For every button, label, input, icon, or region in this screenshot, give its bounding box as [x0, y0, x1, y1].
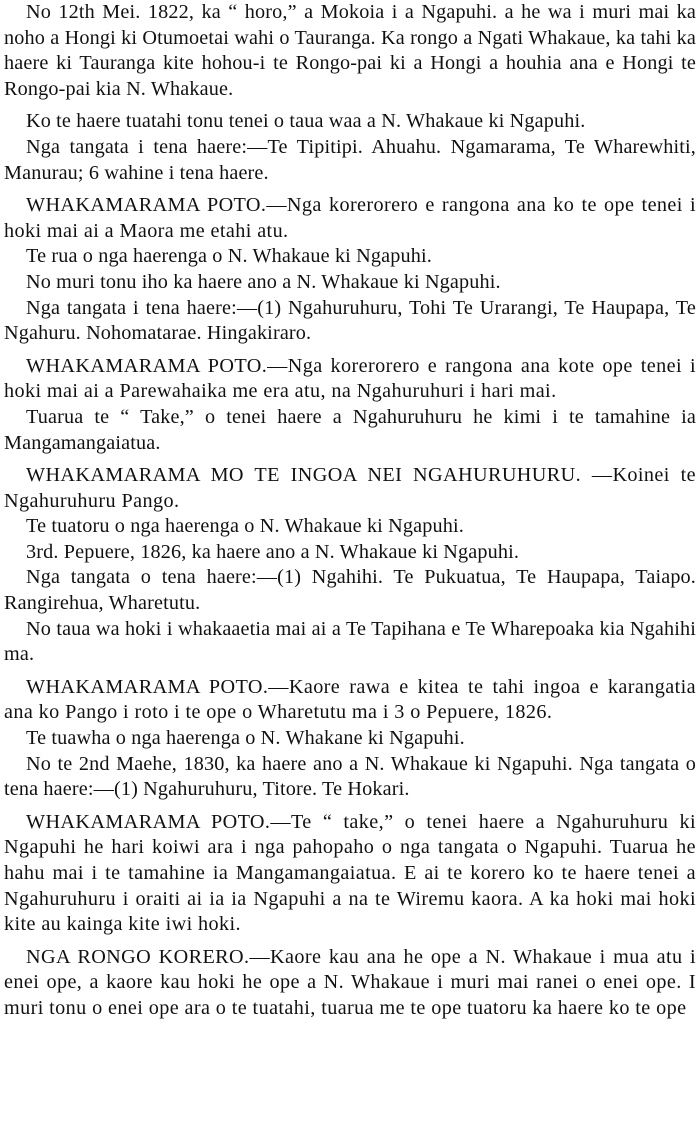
paragraph-whakamarama-poto-3: WHAKAMARAMA POTO.—Kaore rawa e kitea te tahi ingoa e karangatia ana ko Pango i roto i te ope o Wharetutu ma i 3 o Pepuere, 1826.: [4, 675, 696, 724]
paragraph-second-journey: Te rua o nga haerenga o N. Whakaue ki Ngapuhi.: [26, 245, 432, 268]
paragraph-second-journey-people: Nga tangata i tena haere:—(1) Ngahuruhuru, Tohi Te Urarangi, Te Haupapa, Te Ngahuru. Nohomatarae. Hingakiraro.: [4, 296, 696, 345]
paragraph-nga-rongo-korero: NGA RONGO KORERO.—Kaore kau ana he ope a N. Whakaue i mua atu i enei ope, a kaore kau hoki he ope a N. Whakaue i muri mai ranei o enei ope. I muri tonu o enei ope ara o te tuatahi, tuarua me te ope tuatoru ka haere ko te ope: [4, 945, 696, 1019]
paragraph-whakamarama-ingoa: WHAKAMARAMA MO TE INGOA NEI NGAHURUHURU. —Koinei te Ngahuruhuru Pango.: [4, 464, 696, 512]
paragraph-second-journey-date: No muri tonu iho ka haere ano a N. Whakaue ki Ngapuhi.: [26, 270, 501, 293]
paragraph-third-journey: Te tuatoru o nga haerenga o N. Whakaue ki Ngapuhi.: [26, 515, 464, 538]
paragraph-third-journey-people: Nga tangata o tena haere:—(1) Ngahihi. Te Pukuatua, Te Haupapa, Taiapo. Rangirehua, Wharetutu.: [4, 566, 696, 615]
paragraph-first-journey-people: Nga tangata i tena haere:—Te Tipitipi. Ahuahu. Ngamarama, Te Wharewhiti, Manurau; 6 wahine i tena haere.: [4, 135, 696, 184]
paragraph-whakamarama-poto-1: WHAKAMARAMA POTO.—Nga korerorero e rangona ana ko te ope tenei i hoki mai ai a Maora me etahi atu.: [4, 194, 696, 242]
paragraph-fourth-journey: Te tuawha o nga haerenga o N. Whakane ki Ngapuhi.: [26, 727, 465, 750]
paragraph-mokoia-1822: No 12th Mei. 1822, ka “ horo,” a Mokoia i a Ngapuhi. a he wa i muri mai ka noho a Hongi ki Otumoetai wahi o Tauranga. Ka rongo a Ngati Whakaue, ka tahi ka haere ki Tauranga kite hohou-i te Rongo-pai ki a Hongi a houhia ana e Hongi te Rongo-pai kia N. Whakaue.: [4, 1, 696, 100]
paragraph-fourth-journey-people: No te 2nd Maehe, 1830, ka haere ano a N. Whakaue ki Ngapuhi. Nga tangata o tena haere:—(1) Ngahuruhuru, Titore. Te Hokari.: [4, 752, 696, 801]
paragraph-te-tapihana: No taua wa hoki i whakaaetia mai ai a Te Tapihana e Te Wharepoaka kia Ngahihi ma.: [4, 617, 696, 666]
paragraph-whakamarama-poto-2: WHAKAMARAMA POTO.—Nga korerorero e rangona ana kote ope tenei i hoki mai ai a Parewahaika me era atu, na Ngahuruhuri i hari mai.: [4, 354, 696, 403]
paragraph-first-journey: Ko te haere tuatahi tonu tenei o taua waa a N. Whakaue ki Ngapuhi.: [26, 110, 586, 133]
document-page: [4, 0, 696, 1022]
paragraph-tuarua-take: Tuarua te “ Take,” o tenei haere a Ngahuruhuru he kimi i te tamahine ia Mangamangaiatua.: [4, 405, 696, 454]
paragraph-third-journey-date: 3rd. Pepuere, 1826, ka haere ano a N. Whakaue ki Ngapuhi.: [26, 540, 520, 563]
paragraph-whakamarama-poto-4: WHAKAMARAMA POTO.—Te “ take,” o tenei haere a Ngahuruhuru ki Ngapuhi he hari koiwi ara i nga pahopaho o nga tangata o Ngapuhi. Tuarua he hahu mai i te tamahine ia Mangamangaiatua. E ai te korero ko te haere tenei a Ngahuruhuru i oraiti ai ia ia Ngapuhi a na te Wiremu kaora. A ka hoki mai hoki kite au kainga kite iwi hoki.: [4, 810, 696, 936]
